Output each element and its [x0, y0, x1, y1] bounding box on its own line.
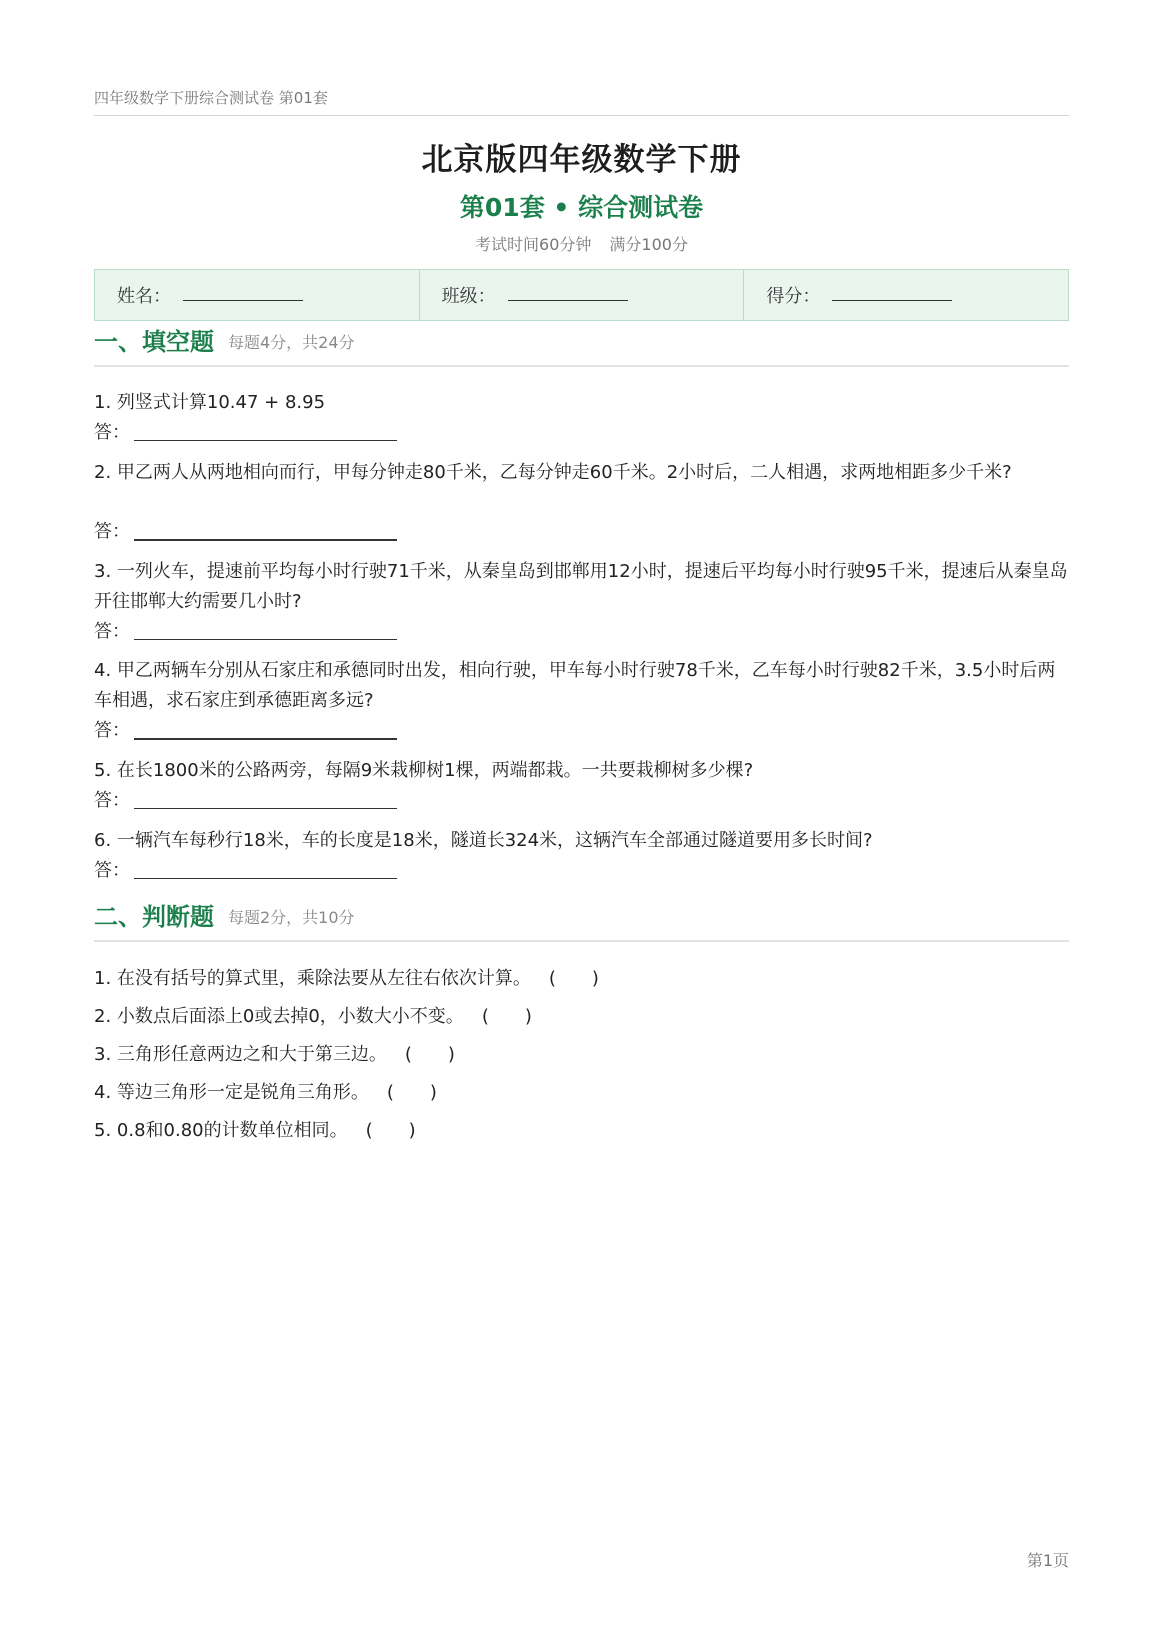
judgement-text: 1. 在没有括号的算式里，乘除法要从左往右依次计算。	[94, 968, 531, 989]
question-2: 2. 甲乙两人从两地相向而行，甲每分钟走80千米，乙每分钟走60千米。2小时后，二人相遇，求两地相距多少千米?	[94, 462, 1012, 483]
section-title: 一、填空题	[94, 328, 214, 356]
judgement-1	[94, 964, 1069, 994]
name-blank[interactable]	[183, 290, 303, 301]
answer-5	[94, 786, 130, 816]
answer-3	[94, 617, 130, 647]
answer-parentheses[interactable]: ( )	[404, 1044, 455, 1065]
header-divider	[94, 115, 1069, 116]
answer-parentheses[interactable]: ( )	[365, 1120, 416, 1141]
running-header: 四年级数学下册综合测试卷 第01套	[94, 89, 328, 107]
class-cell	[420, 270, 745, 320]
answer-label: 答：	[94, 720, 130, 741]
answer-label: 答：	[94, 521, 130, 542]
answer-line[interactable]	[134, 639, 397, 640]
exam-info	[94, 232, 1069, 255]
score-cell	[744, 270, 1068, 320]
answer-line[interactable]	[134, 808, 397, 809]
judgement-5	[94, 1116, 1069, 1146]
section-title: 二、判断题	[94, 903, 214, 931]
section-divider	[94, 365, 1069, 367]
student-info-table	[94, 269, 1069, 321]
section-true-false-header	[94, 897, 1069, 937]
answer-parentheses[interactable]: ( )	[481, 1006, 532, 1027]
answer-line[interactable]	[134, 440, 397, 441]
question-4: 4. 甲乙两辆车分别从石家庄和承德同时出发，相向行驶，甲车每小时行驶78千米，乙车每小时行驶82千米，3.5小时后两车相遇，求石家庄到承德距离多远?	[94, 660, 1056, 711]
answer-6	[94, 856, 130, 886]
exam-full-score: 满分100分	[609, 235, 688, 254]
question-5: 5. 在长1800米的公路两旁，每隔9米栽柳树1棵，两端都栽。一共要栽柳树多少棵?	[94, 760, 754, 781]
answer-line[interactable]	[134, 539, 397, 541]
page-number: 第1页	[1026, 1551, 1069, 1570]
name-label: 姓名：	[117, 286, 171, 307]
judgement-text: 2. 小数点后面添上0或去掉0，小数大小不变。	[94, 1006, 464, 1027]
judgement-text: 3. 三角形任意两边之和大于第三边。	[94, 1044, 387, 1065]
section-fill-blank-header	[94, 322, 1069, 362]
answer-label: 答：	[94, 790, 130, 811]
section-note: 每题2分，共10分	[228, 908, 355, 927]
judgement-4	[94, 1078, 1069, 1108]
answer-parentheses[interactable]: ( )	[548, 968, 599, 989]
section-divider	[94, 940, 1069, 942]
class-blank[interactable]	[508, 290, 628, 301]
answer-parentheses[interactable]: ( )	[386, 1082, 437, 1103]
judgement-3	[94, 1040, 1069, 1070]
answer-label: 答：	[94, 422, 130, 443]
page-subtitle: 第01套 • 综合测试卷	[459, 193, 704, 222]
section-note: 每题4分，共24分	[228, 333, 355, 352]
answer-2	[94, 517, 130, 547]
name-cell	[95, 270, 420, 320]
question-3: 3. 一列火车，提速前平均每小时行驶71千米，从秦皇岛到邯郸用12小时，提速后平均每小时行驶95千米，提速后从秦皇岛开往邯郸大约需要几小时?	[94, 561, 1068, 612]
answer-1	[94, 418, 130, 448]
question-6: 6. 一辆汽车每秒行18米，车的长度是18米，隧道长324米，这辆汽车全部通过隧道要用多长时间?	[94, 830, 873, 851]
score-label: 得分：	[766, 286, 821, 307]
answer-label: 答：	[94, 860, 130, 881]
page-title: 北京版四年级数学下册	[421, 142, 742, 178]
class-label: 班级：	[441, 286, 496, 307]
question-1: 1. 列竖式计算10.47 + 8.95	[94, 392, 326, 413]
exam-time: 考试时间60分钟	[475, 235, 592, 254]
answer-4	[94, 716, 130, 746]
answer-line[interactable]	[134, 738, 397, 740]
judgement-2	[94, 1002, 1069, 1032]
answer-line[interactable]	[134, 878, 397, 879]
answer-label: 答：	[94, 621, 130, 642]
judgement-text: 5. 0.8和0.80的计数单位相同。	[94, 1120, 348, 1141]
score-blank[interactable]	[832, 290, 952, 301]
judgement-text: 4. 等边三角形一定是锐角三角形。	[94, 1082, 369, 1103]
